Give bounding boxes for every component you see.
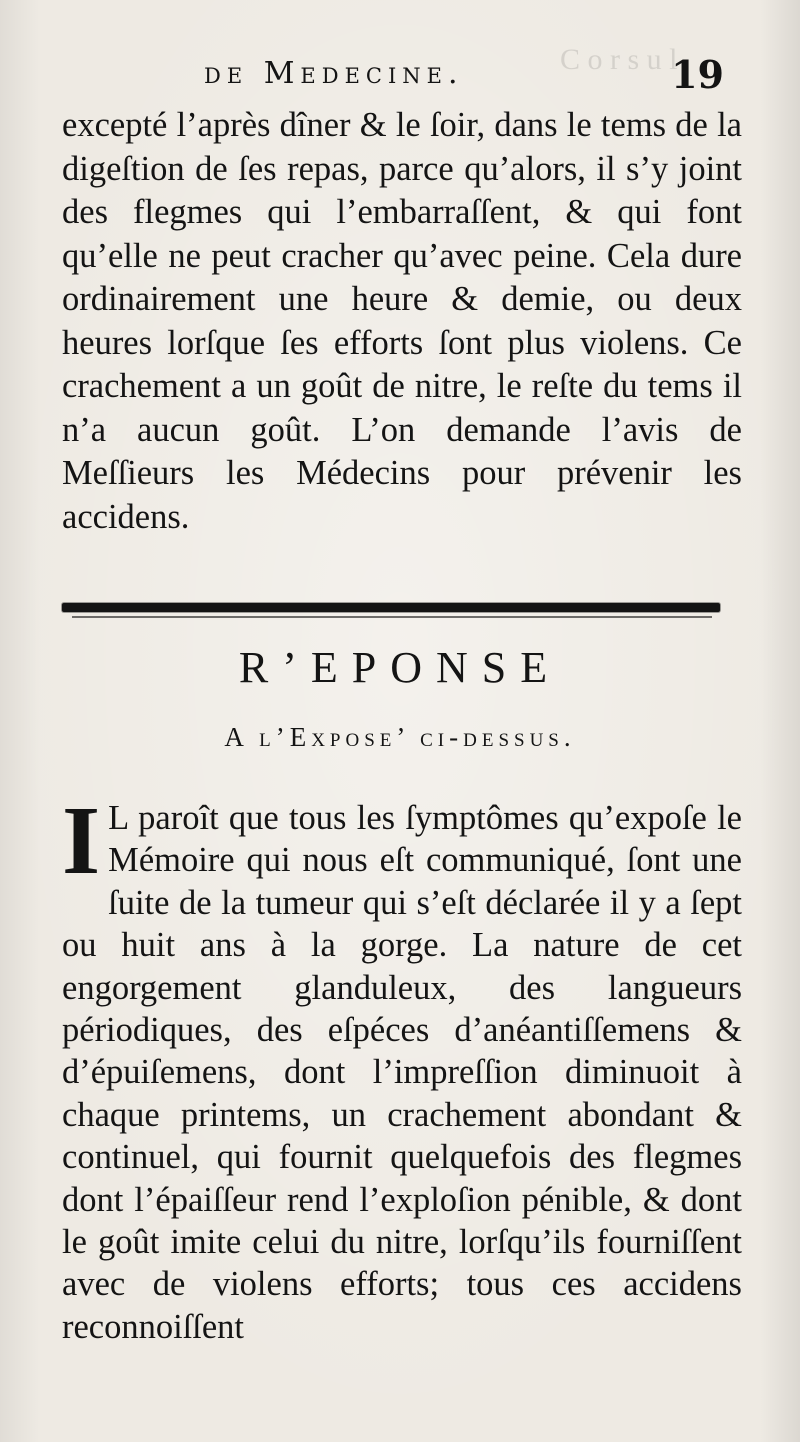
section-divider-line <box>72 616 712 618</box>
drop-cap: I <box>62 787 101 895</box>
paragraph-consultation: excepté l’après dîner & le ſoir, dans le tems de la digeſtion de ſes repas, parce qu’alors, il s’y joint des flegmes qui l’embarraſſent, & qui font qu’elle ne peut cracher qu’avec peine. Cela dure ordinairement une heure & demie, ou deux heures lorſque ſes efforts ſont plus violens. Ce crachement a un goût de nitre, le reſte du tems il n’a aucun goût. L’on demande l’avis de Meſſieurs les Médecins pour prévenir les accidens. <box>62 106 742 536</box>
running-head: de Medecine. <box>204 56 464 91</box>
section-divider <box>62 603 720 612</box>
section-heading: R’EPONSE <box>238 643 562 692</box>
paragraph-reponse-text: L paroît que tous les ſymptômes qu’expoſe le Mémoire qui nous eſt communiqué, ſont une ſuite de la tumeur qui s’eſt déclarée il y a ſept ou huit ans à la gorge. La nature de cet engorgement glanduleux, des langueurs périodiques, des eſpéces d’anéantiſſemens & d’épuiſemens, dont l’impreſſion diminuoit à chaque printems, un crachement abondant & continuel, qui fournit quelquefois des flegmes dont l’épaiſſeur rend l’exploſion pénible, & dont le goût imite celui du nitre, lorſqu’ils fourniſſent avec de violens efforts; tous ces accidens reconnoiſſent <box>62 799 742 1346</box>
paragraph-reponse <box>62 787 742 1348</box>
page-header <box>64 52 724 100</box>
show-through-text: C o r s u l <box>560 43 678 76</box>
section-subheading: A l’Expose’ ci-dessus. <box>224 722 576 752</box>
page-number: 19 <box>671 52 724 97</box>
